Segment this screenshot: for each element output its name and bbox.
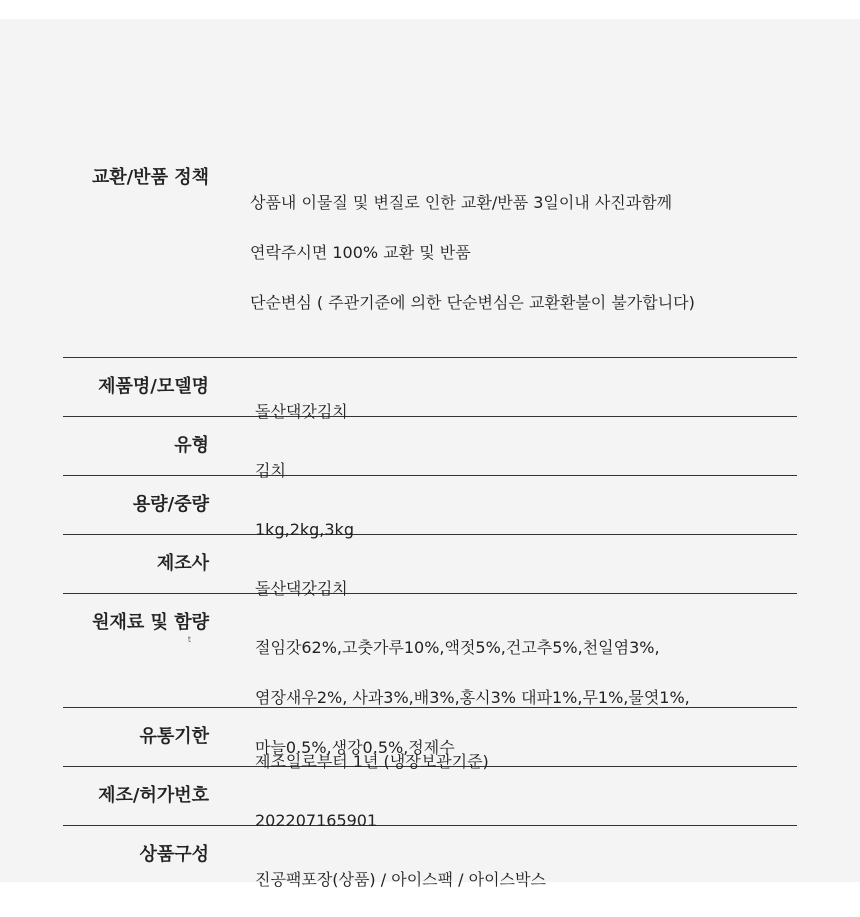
product-info-panel: [0, 19, 860, 889]
value-line: 마늘0.5%,생강0.5%,정제수: [255, 738, 455, 757]
value-line: 단순변심 ( 주관기준에 의한 단순변심은 교환환불이 불가합니다): [250, 293, 695, 312]
row-value: [209, 842, 797, 917]
value-line: 연락주시면 100% 교환 및 반품: [250, 243, 471, 262]
row-product-name: [63, 358, 797, 421]
product-info-table: [63, 145, 797, 889]
row-label: 제조/허가번호: [98, 785, 209, 806]
value-line: 돌산댁갓김치: [255, 402, 348, 421]
row-return-policy: [63, 145, 797, 358]
row-label: 유형: [174, 435, 209, 456]
value-line: 202207165901: [255, 811, 378, 830]
value-line: 1kg,2kg,3kg: [255, 520, 354, 539]
row-label: 상품구성: [139, 844, 209, 865]
row-label: 제품명/모델명: [98, 376, 209, 397]
value-line: 절임갓62%,고춧가루10%,액젓5%,건고추5%,천일염3%,: [255, 638, 660, 657]
value-line: 상품내 이물질 및 변질로 인한 교환/반품 3일이내 사진과함께: [250, 193, 673, 212]
row-label: [63, 610, 209, 644]
row-label: 용량/중량: [132, 494, 209, 515]
value-line: 돌산댁갓김치: [255, 579, 348, 598]
value-line: 김치: [255, 461, 286, 480]
value-line: 진공팩포장(상품) / 아이스팩 / 아이스박스: [255, 870, 546, 889]
row-value: [209, 165, 797, 340]
row-label: 교환/반품 정책: [91, 167, 209, 188]
value-line: 염장새우2%, 사과3%,배3%,홍시3% 대파1%,무1%,물엿1%,: [255, 688, 690, 707]
row-label: 유통기한: [139, 726, 209, 747]
row-label-text: 원재료 및 함량: [92, 612, 209, 633]
row-label: 제조사: [156, 553, 209, 574]
value-line: 제조일로부터 1년 (냉장보관기준): [255, 752, 489, 771]
tiny-mark: t: [187, 635, 191, 644]
